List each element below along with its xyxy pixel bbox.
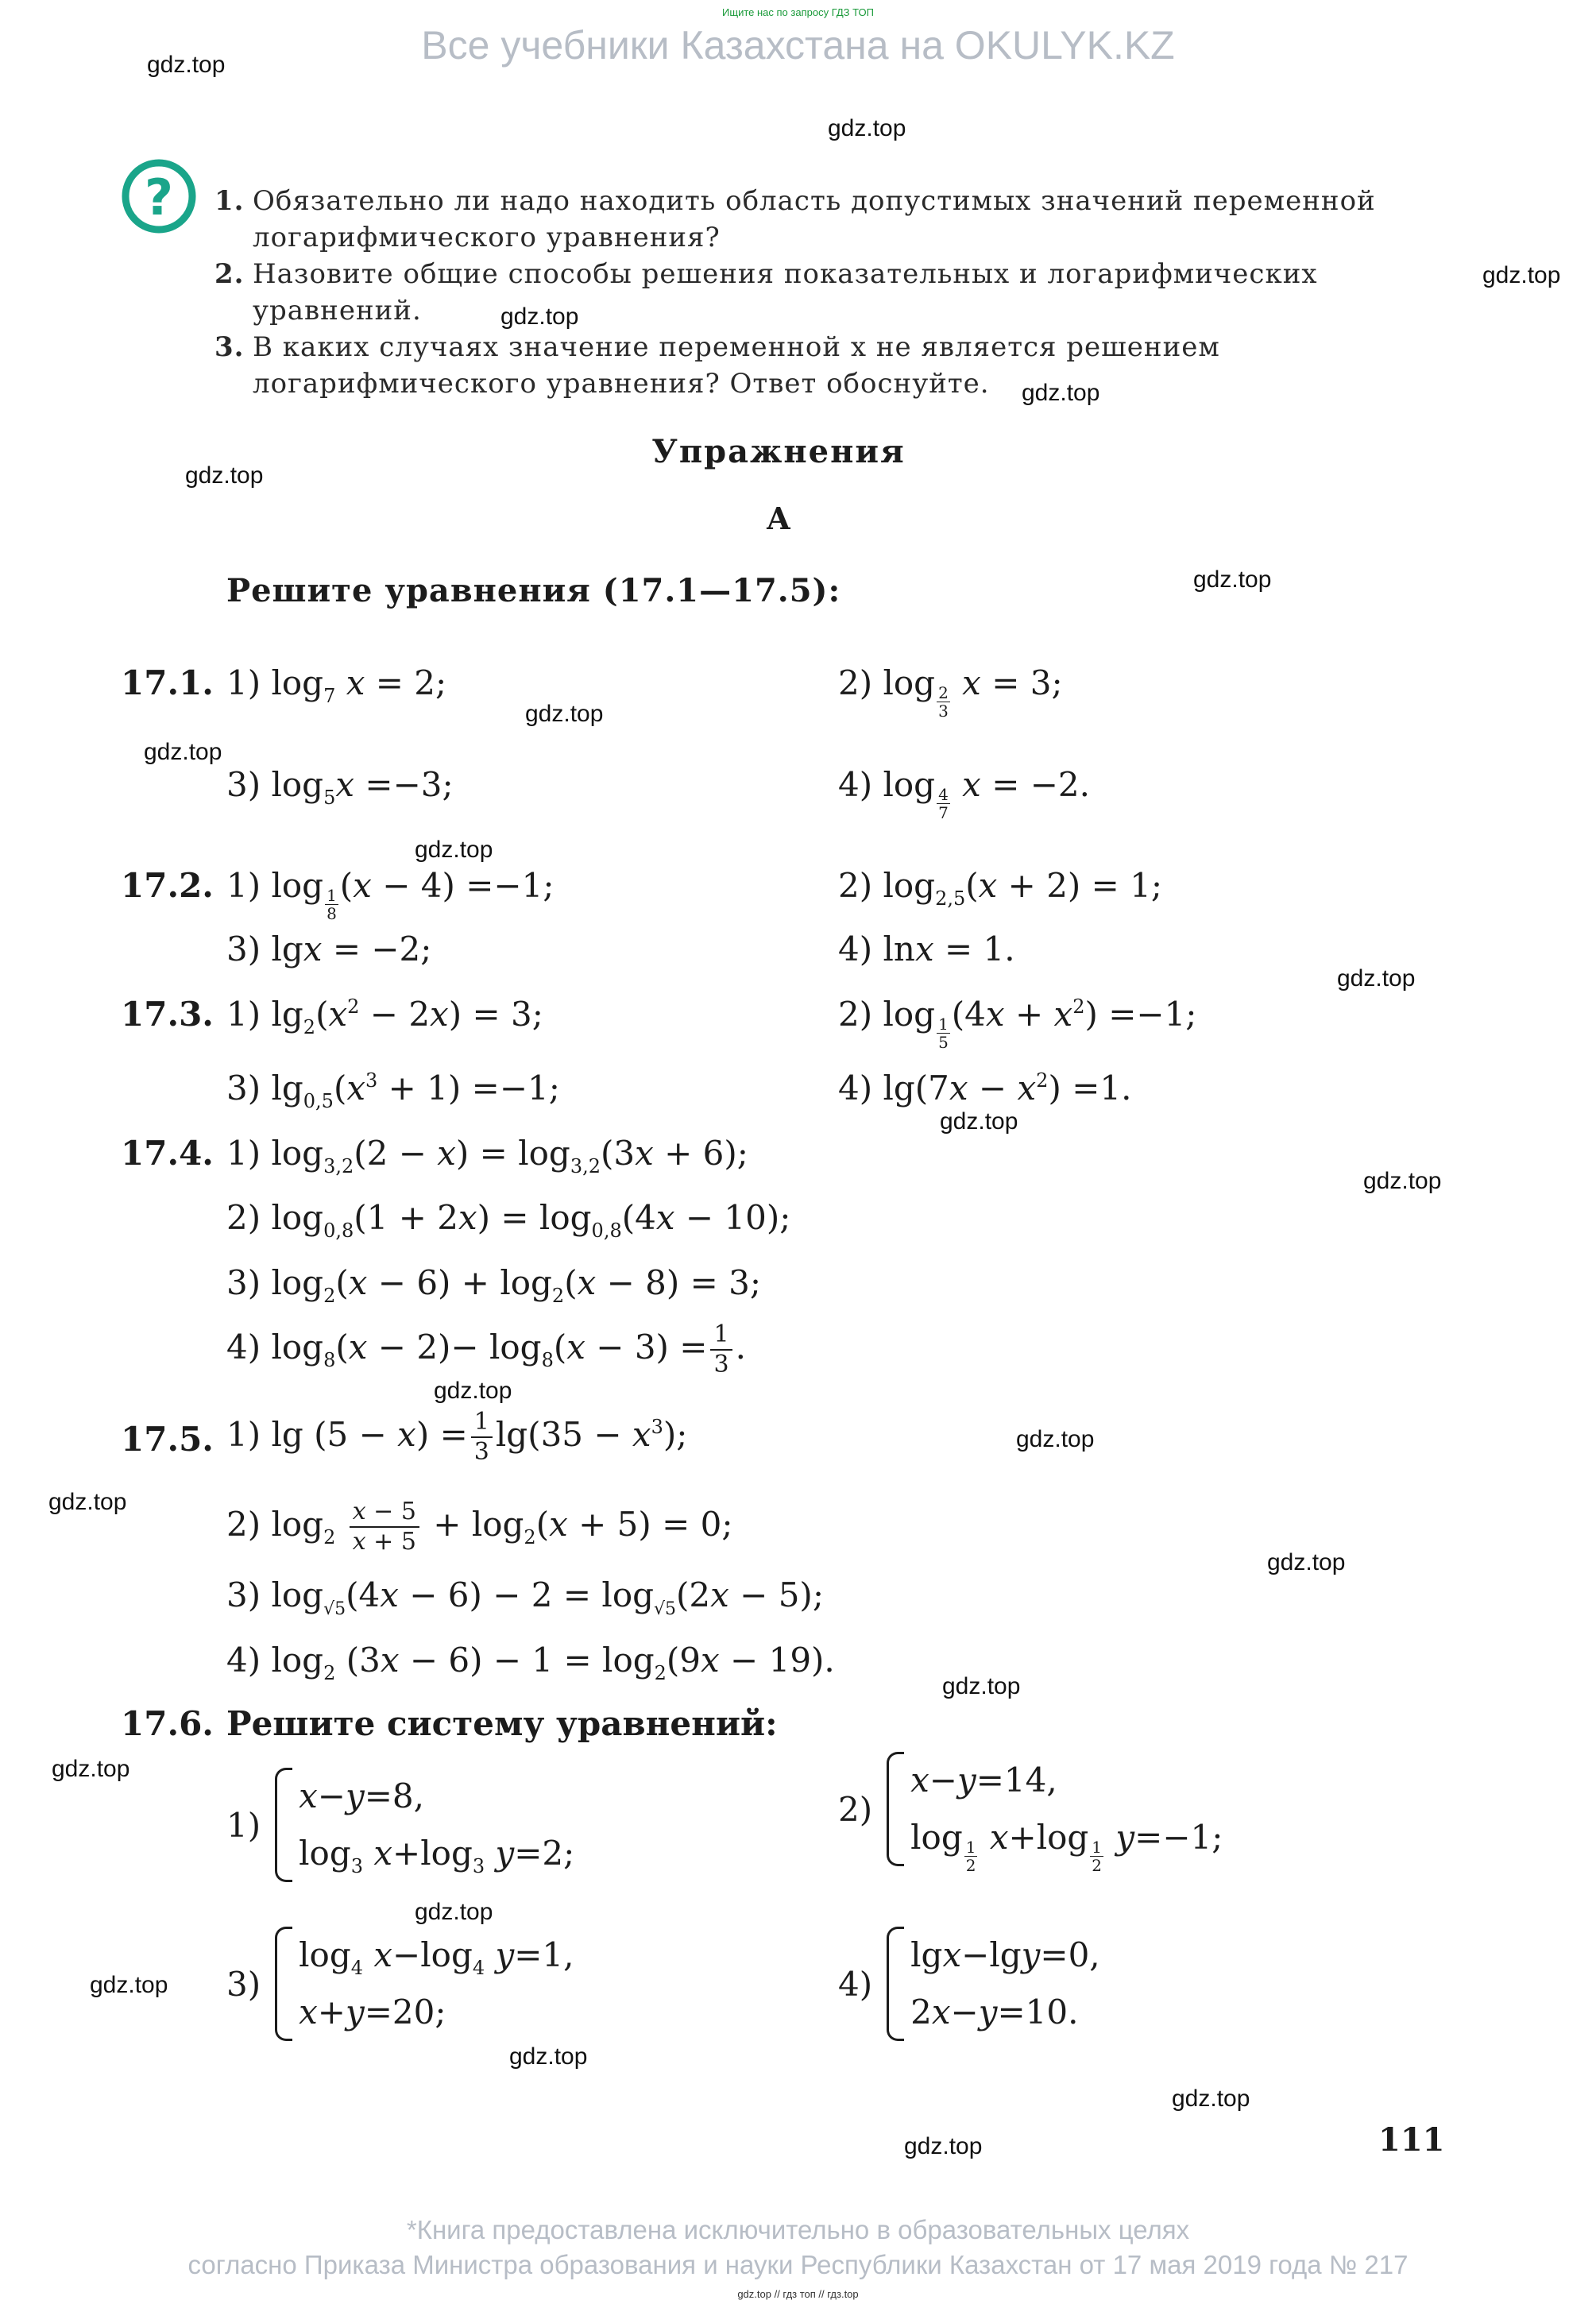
watermark: gdz.top — [509, 2043, 588, 2070]
equation: 2) $\log_{0,8}(1 + 2x) = \log_{0,8}(4x - 10)$; — [226, 1198, 791, 1242]
question-mark-icon — [119, 159, 199, 234]
exercise-number: 17.5. — [121, 1420, 214, 1459]
page-number: 111 — [1378, 2121, 1445, 2159]
equation: 4) $\lg(7x - x^2) =1$. — [838, 1069, 1132, 1108]
brace — [887, 1927, 904, 2041]
equation: 4) log $\frac{4}{7}$ x = −2. — [838, 765, 1090, 822]
exercises-level: А — [766, 501, 791, 536]
equation: 4) $\log_8(x - 2)- \log_8(x - 3)$ = $\frac{1}{3}$ . — [226, 1320, 746, 1378]
watermark: gdz.top — [1482, 262, 1561, 288]
exercise-number: 17.4. — [121, 1134, 214, 1173]
brace — [887, 1752, 904, 1866]
watermark: gdz.top — [1016, 1426, 1095, 1452]
system-line: 2x−y=10. — [910, 1993, 1079, 2031]
site-banner: Все учебники Казахстана на OKULYK.KZ — [421, 23, 1175, 68]
exercises-instruction: Решите уравнения (17.1—17.5): — [226, 572, 841, 609]
review-questions — [214, 183, 1438, 402]
system-label: 2) — [838, 1789, 873, 1829]
system-line: log $\frac{1}{2}$ x+log $\frac{1}{2}$ y=−1; — [910, 1818, 1223, 1875]
footer-line: *Книга предоставлена исключительно в образовательных целях — [406, 2215, 1190, 2244]
equation: 3) $\log_2(x - 6) + \log_2(x - 8) = 3$; — [226, 1263, 762, 1307]
system-line: lgx−lgy=0, — [910, 1935, 1100, 1974]
watermark: gdz.top — [90, 1972, 168, 1998]
watermark: gdz.top — [415, 837, 493, 863]
system-line: x−y=14, — [910, 1761, 1057, 1800]
system-line: x+y=20; — [299, 1993, 446, 2031]
equation-system — [226, 1927, 574, 2041]
watermark: gdz.top — [1172, 2086, 1250, 2112]
watermark: gdz.top — [52, 1756, 130, 1782]
system-label: 1) — [226, 1805, 261, 1845]
equation: 2) $\log_2$ $\frac{x - 5}{x + 5}$ + $\log_2(x + 5) = 0$; — [226, 1498, 733, 1556]
exercises-title: Упражнения — [651, 433, 906, 470]
question-number: 2. — [214, 258, 245, 290]
watermark: gdz.top — [942, 1673, 1021, 1699]
equation: 3) $\log_{√5}(4x - 6) - 2 = \log_{√5}(2x - 5)$; — [226, 1575, 824, 1619]
top-note: Ищите нас по запросу ГДЗ ТОП — [722, 6, 874, 18]
watermark: gdz.top — [48, 1489, 127, 1515]
equation: 2) log $\frac{1}{5}$ $(4x + x^2) =-1$; — [838, 995, 1197, 1052]
exercise-text: Решите систему уравнений: — [226, 1704, 778, 1743]
system-line: $\log_4 x-\log_4$ y=1, — [299, 1935, 574, 1979]
watermark: gdz.top — [1267, 1549, 1346, 1575]
watermark: gdz.top — [904, 2133, 983, 2159]
system-label: 3) — [226, 1964, 261, 2004]
watermark: gdz.top — [1337, 965, 1416, 992]
equation-system — [226, 1768, 574, 1882]
watermark: gdz.top — [525, 701, 604, 727]
exercise-number: 17.2. — [121, 866, 214, 905]
footer-line: согласно Приказа Министра образования и науки Республики Казахстан от 17 мая 2019 года № 217 — [187, 2250, 1409, 2279]
exercise-number: 17.1. — [121, 663, 214, 702]
equation: 4) $\log_2 (3x - 6) - 1 = \log_2(9x - 19)$. — [226, 1641, 835, 1684]
equation-system — [838, 1927, 1100, 2041]
question-number: 1. — [214, 185, 245, 217]
question-text: Назовите общие способы решения показательных и логарифмических уравнений. — [253, 258, 1318, 327]
watermark: gdz.top — [828, 115, 906, 141]
watermark: gdz.top — [185, 462, 264, 489]
watermark: gdz.top — [1363, 1168, 1442, 1194]
equation: 1) $\lg_2(x^2 - 2x) = 3$; — [226, 995, 543, 1038]
watermark: gdz.top — [415, 1899, 493, 1925]
watermark: gdz.top — [500, 303, 579, 330]
watermark: gdz.top — [1193, 566, 1272, 593]
watermark: gdz.top — [1022, 380, 1100, 406]
equation: 1) lg (5 − x) = $\frac{1}{3}$ $\lg(35 - x^3)$; — [226, 1408, 688, 1466]
svg-text:?: ? — [145, 168, 173, 226]
exercise-number: 17.6. — [121, 1704, 214, 1743]
equation-system — [838, 1752, 1223, 1875]
bottom-note: gdz.top // гдз топ // гдз.top — [737, 2288, 859, 2300]
question-item — [214, 329, 1438, 402]
equation: 1) $\log_{3,2}(2 - x) = \log_{3,2}(3x + 6)$; — [226, 1134, 748, 1177]
equation: 4) lnx = 1. — [838, 930, 1015, 968]
watermark: gdz.top — [147, 52, 226, 78]
brace — [275, 1768, 292, 1882]
equation: 3) $\log_5x =-3$; — [226, 765, 454, 809]
question-number: 3. — [214, 331, 245, 363]
equation: 2) log $\frac{2}{3}$ x = 3; — [838, 663, 1063, 721]
watermark: gdz.top — [144, 739, 222, 765]
exercise-number: 17.3. — [121, 995, 214, 1034]
brace — [275, 1927, 292, 2041]
system-label: 4) — [838, 1964, 873, 2004]
watermark: gdz.top — [940, 1108, 1018, 1135]
equation: 3) $\lg_{0,5}(x^3 + 1) =-1$; — [226, 1069, 560, 1112]
question-text: В каких случаях значение переменной x не является решением логарифмического уравнения? Ответ обоснуйте. — [253, 331, 1220, 400]
equation: 1) log $\frac{1}{8}$ (x − 4) =−1; — [226, 866, 555, 923]
footer-disclaimer — [0, 2213, 1596, 2283]
watermark: gdz.top — [434, 1378, 512, 1404]
equation: 1) $\log_7 x = 2$; — [226, 663, 447, 707]
question-text: Обязательно ли надо находить область допустимых значений переменной логарифмического уравнения? — [253, 185, 1376, 253]
equation: 3) lgx = −2; — [226, 930, 432, 968]
question-item — [214, 256, 1438, 329]
question-item — [214, 183, 1438, 256]
system-line: $\log_3 x+\log_3$ y=2; — [299, 1834, 575, 1877]
system-line: x−y=8, — [299, 1776, 424, 1815]
equation: 2) $\log_{2,5}(x + 2) = 1$; — [838, 866, 1163, 910]
